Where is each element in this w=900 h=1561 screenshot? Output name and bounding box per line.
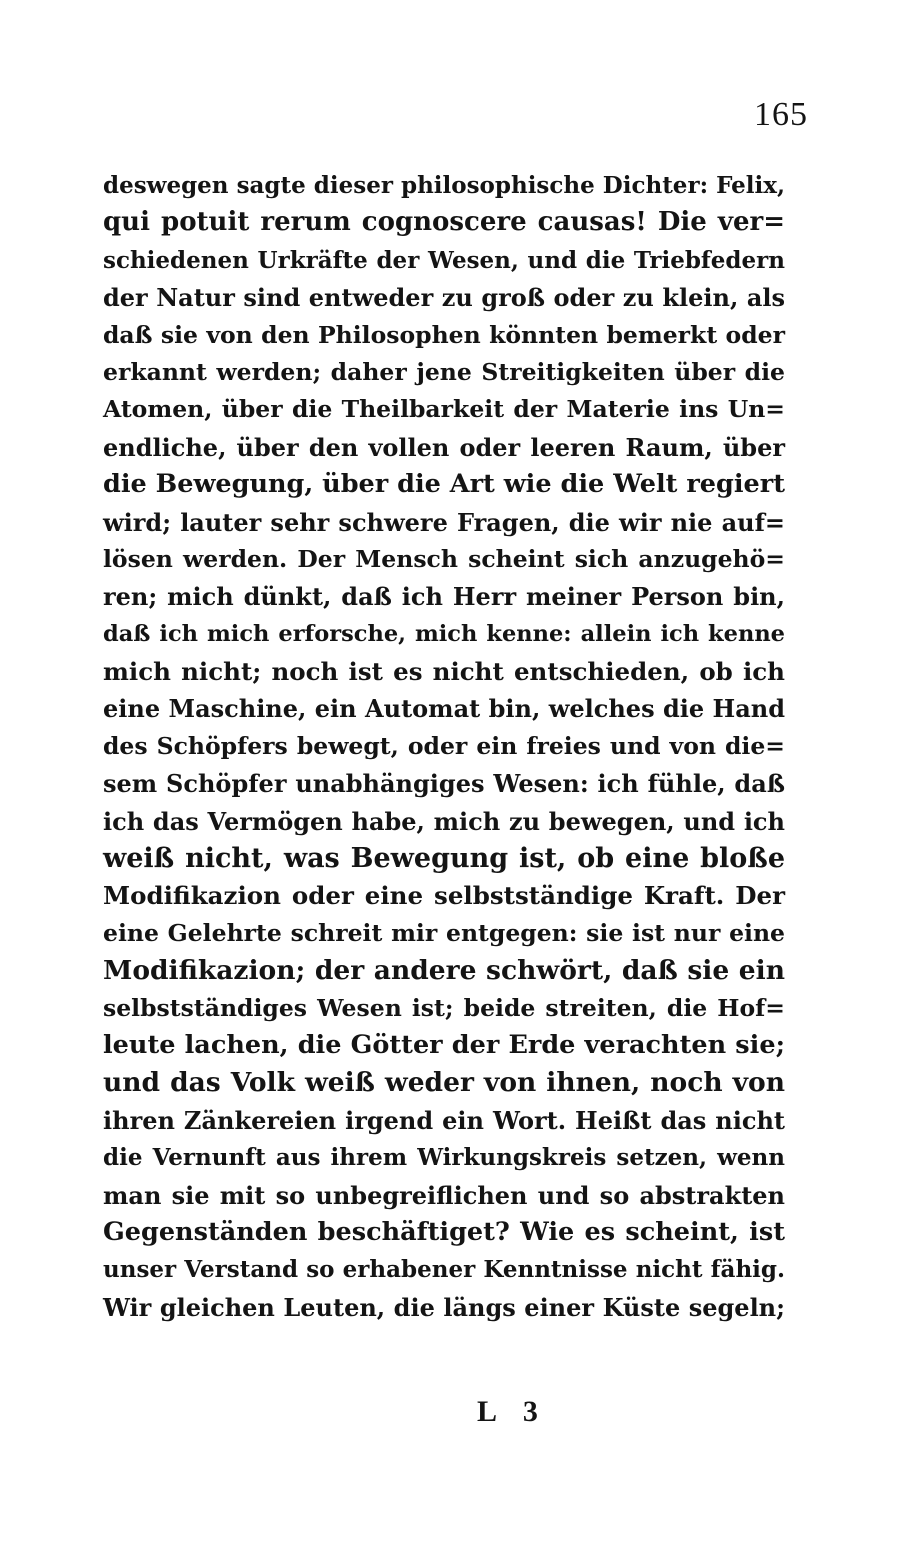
- text-line: ich das Vermögen habe, mich zu bewegen, und ich: [103, 806, 785, 836]
- text-line: Atomen, über die Theilbarkeit der Materie ins Un=: [103, 395, 785, 424]
- page-number: 165: [754, 96, 808, 133]
- text-line: eine Gelehrte schreit mir entgegen: sie ist nur eine: [103, 918, 785, 947]
- text-line: und das Volk weiß weder von ihnen, noch von: [103, 1067, 785, 1099]
- text-line: schiedenen Urkräfte der Wesen, und die Triebfedern: [103, 246, 785, 274]
- text-line: ihren Zänkereien irgend ein Wort. Heißt das nicht: [103, 1105, 785, 1135]
- signature-mark: L 3: [477, 1395, 548, 1428]
- body-text: [103, 167, 785, 1326]
- text-line: erkannt werden; daher jene Streitigkeiten über die: [103, 357, 785, 386]
- text-line: selbstständiges Wesen ist; beide streiten, die Hof=: [103, 993, 785, 1022]
- text-line: eine Maschine, ein Automat bin, welches die Hand: [103, 694, 785, 724]
- text-line: man sie mit so unbegreiflichen und so abstrakten: [103, 1180, 785, 1210]
- text-line: Wir gleichen Leuten, die längs einer Küste segeln;: [103, 1292, 785, 1322]
- text-line: endliche, über den vollen oder leeren Raum, über: [103, 432, 785, 462]
- text-line: Modifikazion; der andere schwört, daß sie ein: [103, 955, 785, 987]
- text-line: lösen werden. Der Mensch scheint sich anzugehö=: [103, 544, 785, 573]
- text-line: der Natur sind entweder zu groß oder zu klein, als: [103, 283, 785, 313]
- text-line: mich nicht; noch ist es nicht entschieden, ob ich: [103, 657, 785, 687]
- text-line: sem Schöpfer unabhängiges Wesen: ich fühle, daß: [103, 769, 785, 799]
- text-line: deswegen sagte dieser philosophische Dichter: Felix,: [103, 172, 785, 199]
- text-line: Gegenständen beschäftiget? Wie es scheint, ist: [103, 1216, 785, 1247]
- text-line: unser Verstand so erhabener Kenntnisse nicht fähig.: [103, 1256, 785, 1284]
- text-line: ren; mich dünkt, daß ich Herr meiner Person bin,: [103, 582, 785, 612]
- text-line: Modifikazion oder eine selbstständige Kraft. Der: [103, 881, 785, 911]
- text-line: die Bewegung, über die Art wie die Welt regiert: [103, 469, 785, 500]
- text-line: daß ich mich erforsche, mich kenne: allein ich kenne: [103, 620, 785, 647]
- text-line: leute lachen, die Götter der Erde verachten sie;: [103, 1029, 785, 1060]
- text-line: weiß nicht, was Bewegung ist, ob eine bloße: [103, 843, 785, 875]
- text-line: wird; lauter sehr schwere Fragen, die wir nie auf=: [103, 507, 785, 537]
- text-line: des Schöpfers bewegt, oder ein freies und von die=: [103, 731, 785, 760]
- text-line: daß sie von den Philosophen könnten bemerkt oder: [103, 320, 785, 349]
- text-line: die Vernunft aus ihrem Wirkungskreis setzen, wenn: [103, 1144, 785, 1172]
- text-line: qui potuit rerum cognoscere causas! Die ver=: [103, 207, 785, 238]
